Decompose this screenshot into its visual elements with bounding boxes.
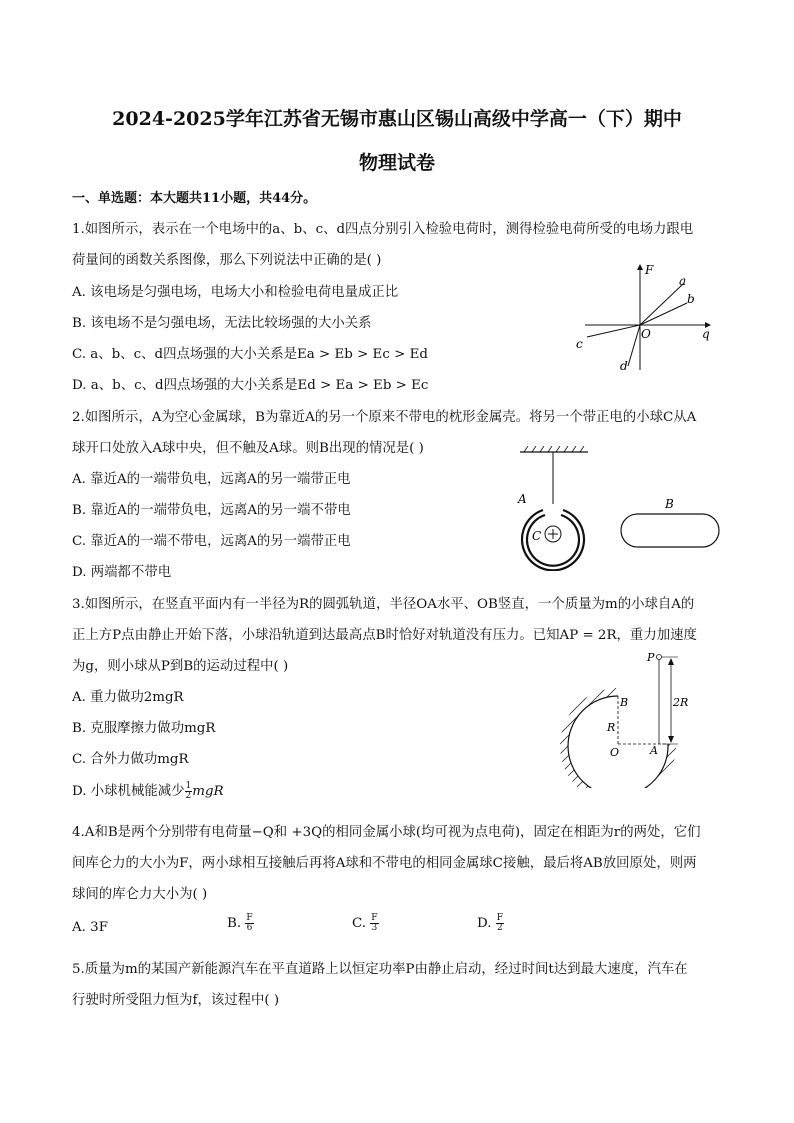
- fig1-label-a: a: [679, 274, 687, 288]
- q1-figure: [565, 258, 725, 380]
- fig1-label-q: q: [702, 327, 710, 341]
- q3-option-d[interactable]: [72, 780, 224, 801]
- q3-option-a[interactable]: A. 重力做功2mgR: [72, 690, 184, 705]
- q1-line2: 荷量间的函数关系图像，那么下列说法中正确的是( ): [72, 253, 382, 268]
- q4-line2: 间库仑力的大小为F，两小球相互接触后再将A球和不带电的相同金属球C接触，最后将AB放回原处，则两: [72, 856, 697, 871]
- fraction-denominator: 3: [371, 923, 378, 933]
- q2-line1: 2.如图所示，A为空心金属球，B为靠近A的另一个原来不带电的枕形金属壳。将另一个带正电的小球C从A: [72, 410, 697, 425]
- fraction-numerator: F: [246, 913, 253, 923]
- page-subtitle: 物理试卷: [358, 152, 435, 174]
- q3-option-b[interactable]: B. 克服摩擦力做功mgR: [72, 721, 216, 736]
- fraction: [245, 914, 253, 933]
- fig3-label-P: P: [647, 651, 655, 664]
- q1-option-b[interactable]: B. 该电场不是匀强电场，无法比较场强的大小关系: [72, 316, 372, 331]
- fig3-label-2R: 2R: [673, 696, 689, 709]
- fig3-label-B: B: [620, 696, 629, 709]
- q3-option-d-expr: mgR: [192, 784, 224, 799]
- q4-line1: 4.A和B是两个分别带有电荷量−Q和 +3Q的相同金属小球(均可视为点电荷)，固定在相距为r的两处，它们: [72, 825, 701, 840]
- q2-option-c[interactable]: C. 靠近A的一端不带电，远离A的另一端带正电: [72, 534, 351, 549]
- q2-figure: [508, 446, 728, 571]
- fig3-label-A: A: [650, 744, 658, 757]
- q4-option-b-label: B.: [227, 916, 246, 931]
- q3-option-c[interactable]: C. 合外力做功mgR: [72, 752, 189, 767]
- fig1-label-F: F: [645, 263, 654, 277]
- fraction-denominator: 2: [497, 923, 503, 933]
- q1-option-c[interactable]: C. a、b、c、d四点场强的大小关系是Ea > Eb > Ec > Ed: [72, 347, 428, 362]
- q2-option-b[interactable]: B. 靠近A的一端带负电，远离A的另一端不带电: [72, 503, 351, 518]
- fig2-label-B: B: [665, 497, 674, 511]
- q3-line2: 正上方P点由静止开始下落，小球沿轨道到达最高点B时恰好对轨道没有压力。已知AP = 2R，重力加速度: [72, 628, 697, 643]
- fig1-label-d: d: [620, 359, 628, 373]
- fig1-label-b: b: [687, 292, 695, 306]
- fraction-denominator: 6: [246, 923, 253, 933]
- fraction: [496, 914, 504, 933]
- q1-option-d[interactable]: D. a、b、c、d四点场强的大小关系是Ed > Ea > Eb > Ec: [72, 378, 429, 393]
- q3-line3: 为g，则小球从P到B的运动过程中( ): [72, 659, 289, 674]
- q4-line3: 球间的库仑力大小为( ): [72, 887, 208, 902]
- q1-option-a[interactable]: A. 该电场是匀强电场，电场大小和检验电荷电量成正比: [72, 285, 399, 300]
- fraction: [370, 914, 378, 933]
- q3-line1: 3.如图所示，在竖直平面内有一半径为R的圆弧轨道，半径OA水平、OB竖直，一个质量为m的小球自A的: [72, 597, 695, 612]
- fig3-label-R: R: [607, 721, 616, 734]
- q1-line1: 1.如图所示，表示在一个电场中的a、b、c、d四点分别引入检验电荷时，测得检验电荷所受的电场力跟电: [72, 222, 694, 237]
- q2-option-a[interactable]: A. 靠近A的一端带负电，远离A的另一端带正电: [72, 472, 351, 487]
- q4-option-c[interactable]: [352, 914, 379, 933]
- fig3-label-O: O: [610, 746, 620, 759]
- q4-option-b[interactable]: [227, 914, 254, 933]
- q4-option-d[interactable]: [477, 914, 504, 933]
- section-heading: 一、单选题：本大题共11小题，共44分。: [72, 191, 317, 206]
- fraction-denominator: 2: [185, 791, 192, 801]
- fig2-label-A: A: [518, 492, 527, 506]
- fraction-numerator: F: [371, 913, 378, 923]
- q2-line2: 球开口处放入A球中央，但不触及A球。则B出现的情况是( ): [72, 441, 424, 456]
- page-title: 2024-2025学年江苏省无锡市惠山区锡山高级中学高一（下）期中: [112, 108, 682, 130]
- q5-line2: 行驶时所受阻力恒为f，该过程中( ): [72, 993, 280, 1008]
- fig1-label-O: O: [641, 327, 651, 341]
- fig2-label-C: C: [532, 529, 542, 543]
- q5-line1: 5.质量为m的某国产新能源汽车在平直道路上以恒定功率P由静止启动，经过时间t达到最大速度，汽车在: [72, 962, 688, 977]
- q4-option-c-label: C.: [352, 916, 371, 931]
- q3-figure: [556, 648, 696, 788]
- q4-option-a[interactable]: A. 3F: [72, 920, 108, 935]
- q2-option-d[interactable]: D. 两端都不带电: [72, 565, 172, 580]
- q3-option-d-text: D. 小球机械能减少: [72, 784, 185, 799]
- q4-option-d-label: D.: [477, 916, 496, 931]
- fraction-numerator: 1: [185, 781, 192, 791]
- fig1-label-c: c: [576, 337, 583, 351]
- fraction-numerator: F: [496, 913, 504, 923]
